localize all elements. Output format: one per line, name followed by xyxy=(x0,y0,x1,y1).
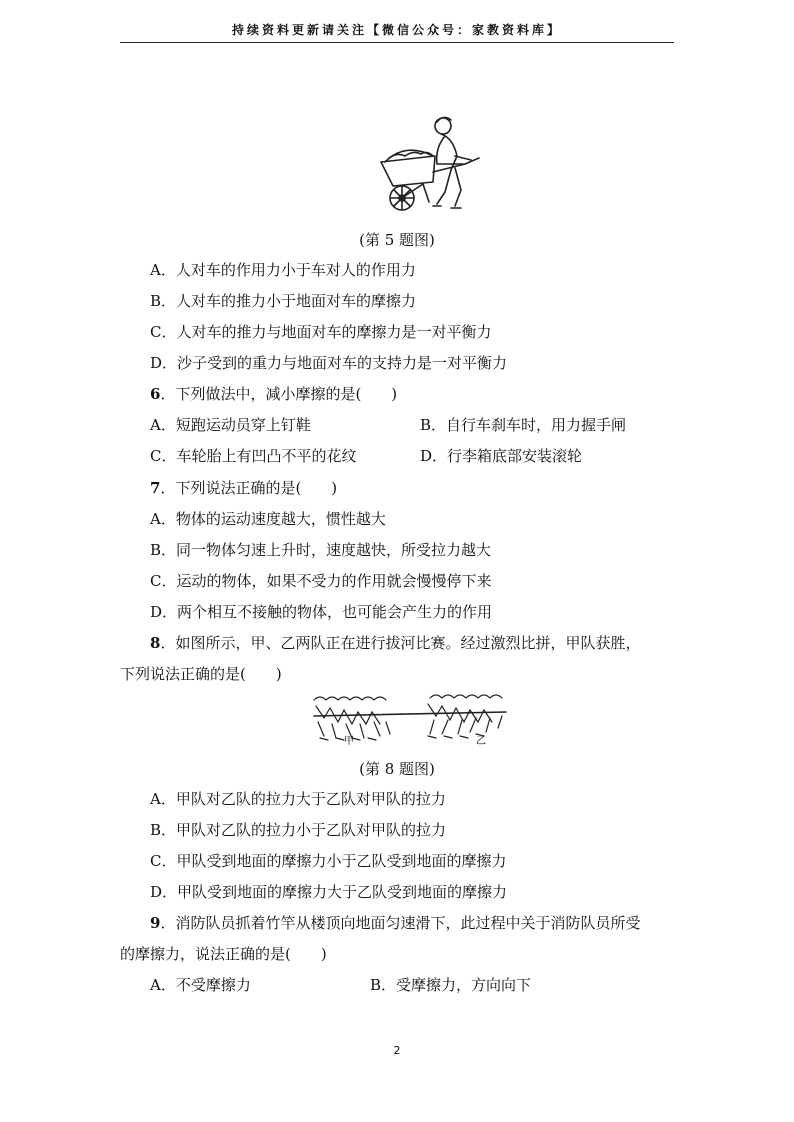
figure-5-caption: (第 5 题图) xyxy=(359,231,435,249)
q7-stem xyxy=(150,478,337,498)
q7-option-b: B．同一物体匀速上升时，速度越快，所受拉力越大 xyxy=(150,541,492,559)
q6-option-d: D．行李箱底部安装滚轮 xyxy=(420,447,583,465)
q8-stem-text: ．如图所示，甲、乙两队正在进行拔河比赛。经过激烈比拼，甲队获胜， xyxy=(160,634,641,652)
q7-option-d: D．两个相互不接触的物体，也可能会产生力的作用 xyxy=(150,603,493,621)
q9-option-a: A．不受摩擦力 xyxy=(150,976,251,994)
q7-stem-text: ．下列说法正确的是( ) xyxy=(160,479,338,497)
q9-stem-text: ．消防队员抓着竹竿从楼顶向地面匀速滑下，此过程中关于消防队员所受 xyxy=(160,914,641,932)
q5-option-b: B．人对车的推力小于地面对车的摩擦力 xyxy=(150,292,417,310)
q5-option-d: D．沙子受到的重力与地面对车的支持力是一对平衡力 xyxy=(150,354,508,372)
q8-stem-line2: 下列说法正确的是( ) xyxy=(120,665,282,683)
q6-option-b: B．自行车刹车时，用力握手闸 xyxy=(420,416,627,434)
q5-option-c: C．人对车的推力与地面对车的摩擦力是一对平衡力 xyxy=(150,323,492,341)
q9-option-b: B．受摩擦力，方向向下 xyxy=(370,976,532,994)
q6-stem-text: ．下列做法中，减小摩擦的是( ) xyxy=(160,385,398,403)
q6-number: 6 xyxy=(150,385,161,403)
q6-stem xyxy=(150,384,397,404)
fig8-label-right: 乙 xyxy=(476,736,486,747)
q8-option-b: B．甲队对乙队的拉力小于乙队对甲队的拉力 xyxy=(150,821,447,839)
page-number: 2 xyxy=(393,1044,401,1057)
q5-option-a: A．人对车的作用力小于车对人的作用力 xyxy=(150,261,416,279)
q8-stem-line1 xyxy=(150,633,640,653)
q7-option-a: A．物体的运动速度越大，惯性越大 xyxy=(150,510,386,528)
q8-option-c: C．甲队受到地面的摩擦力小于乙队受到地面的摩擦力 xyxy=(150,852,507,870)
q6-option-c: C．车轮胎上有凹凸不平的花纹 xyxy=(150,447,357,465)
figure-8-caption: (第 8 题图) xyxy=(359,760,435,778)
page-header: 持续资料更新请关注【微信公众号：家教资料库】 xyxy=(120,18,674,43)
q7-option-c: C．运动的物体，如果不受力的作用就会慢慢停下来 xyxy=(150,572,492,590)
q9-stem-line2: 的摩擦力，说法正确的是( ) xyxy=(120,945,327,963)
q9-stem-line1 xyxy=(150,913,640,933)
q8-option-d: D．甲队受到地面的摩擦力大于乙队受到地面的摩擦力 xyxy=(150,883,508,901)
q7-number: 7 xyxy=(150,479,161,497)
q8-number: 8 xyxy=(150,634,161,652)
q6-option-a: A．短跑运动员穿上钉鞋 xyxy=(150,416,311,434)
fig8-label-left: 甲 xyxy=(344,736,354,747)
q8-option-a: A．甲队对乙队的拉力大于乙队对甲队的拉力 xyxy=(150,790,446,808)
wheelbarrow-figure xyxy=(375,112,485,216)
q9-number: 9 xyxy=(150,914,161,932)
